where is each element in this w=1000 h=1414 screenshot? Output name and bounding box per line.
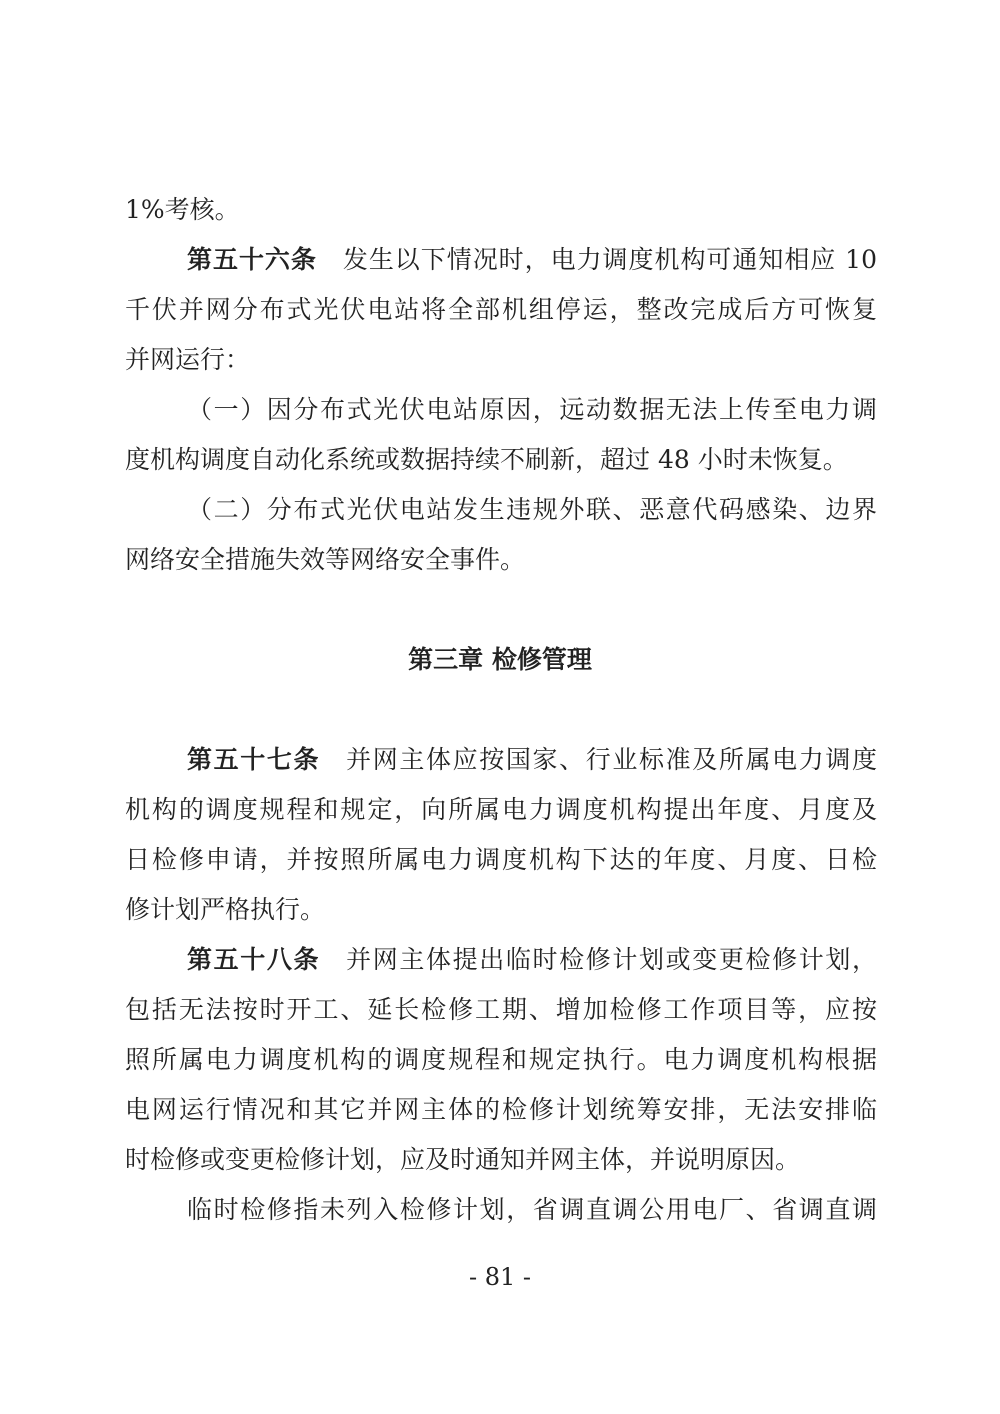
text-line: 包括无法按时开工、延长检修工期、增加检修工作项目等，应按 [125,995,877,1024]
text-line: 1%考核。 [125,195,240,224]
section-56 [125,185,877,585]
article-label: 第五十八条 [187,945,321,974]
chapter-heading: 第三章 检修管理 [408,645,592,674]
text-line: 千伏并网分布式光伏电站将全部机组停运，整改完成后方可恢复 [125,295,877,324]
text-line: （二）分布式光伏电站发生违规外联、恶意代码感染、边界 [187,495,877,524]
text-line: 修计划严格执行。 [125,895,326,924]
page-number: - 81 - [468,1263,531,1291]
text-line: 并网主体应按国家、行业标准及所属电力调度 [346,745,877,774]
text-line: 临时检修指未列入检修计划，省调直调公用电厂、省调直调 [187,1195,877,1224]
text-line: 度机构调度自动化系统或数据持续不刷新，超过 48 小时未恢复。 [125,445,848,474]
article-label: 第五十七条 [187,745,321,774]
text-line: 时检修或变更检修计划，应及时通知并网主体，并说明原因。 [125,1145,801,1174]
text-line: 日检修申请，并按照所属电力调度机构下达的年度、月度、日检 [125,845,877,874]
article-58-line [125,935,877,985]
article-57-line [125,735,877,785]
text-line: 电网运行情况和其它并网主体的检修计划统筹安排，无法安排临 [125,1095,877,1124]
article-56-line [125,235,877,285]
text-line: 并网主体提出临时检修计划或变更检修计划， [346,945,877,974]
text-line: 网络安全措施失效等网络安全事件。 [125,545,526,574]
text-line: 并网运行： [125,345,251,374]
text-line: 发生以下情况时，电力调度机构可通知相应 10 [342,245,877,274]
article-label: 第五十六条 [187,245,317,274]
text-line: 照所属电力调度机构的调度规程和规定执行。电力调度机构根据 [125,1045,877,1074]
text-line: （一）因分布式光伏电站原因，远动数据无法上传至电力调 [187,395,877,424]
section-57-58 [125,735,877,1235]
text-line: 机构的调度规程和规定，向所属电力调度机构提出年度、月度及 [125,795,877,824]
